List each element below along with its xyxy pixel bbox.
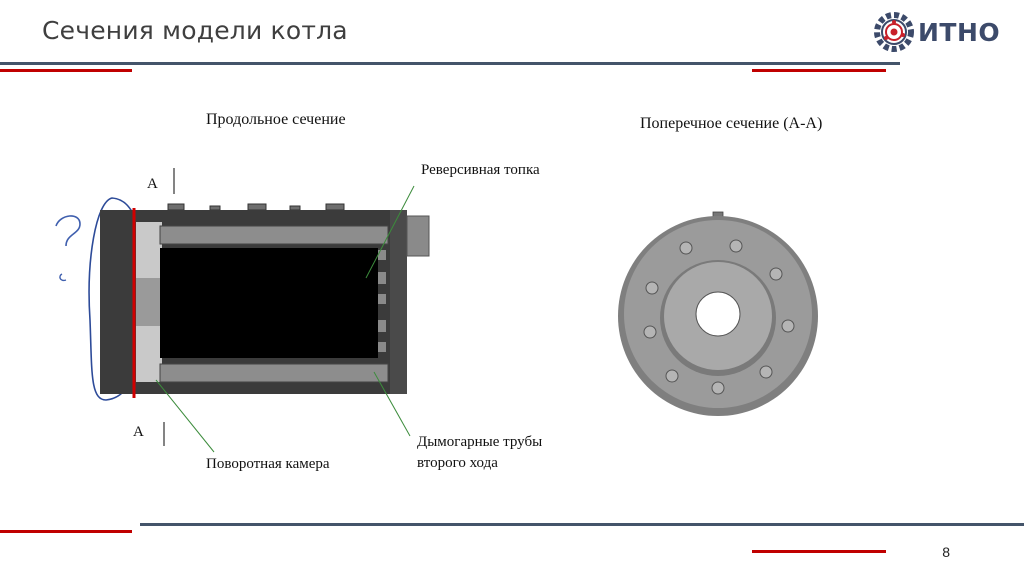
longitudinal-section-drawing [0, 150, 600, 480]
turning-chamber-label: Поворотная камера [206, 456, 330, 472]
cross-section-caption: Поперечное сечение (А-А) [640, 115, 823, 132]
header-rule-red-right [752, 69, 886, 72]
header-rule-blue [0, 62, 900, 65]
footer-rule-blue [140, 523, 1024, 526]
page-number: 8 [942, 544, 950, 560]
header-rule-red-left [0, 69, 132, 72]
footer-rule-red-right [752, 550, 886, 553]
logo-text: ИТНО [918, 18, 1001, 47]
fire-tubes-label-line1: Дымогарные трубы [417, 434, 543, 450]
longitudinal-section-caption: Продольное сечение [206, 111, 346, 128]
footer-rule-red-left [0, 530, 132, 533]
slide-title: Сечения модели котла [42, 16, 348, 45]
cross-section-drawing [606, 204, 836, 424]
fire-tubes-label-line2: второго хода [417, 455, 498, 471]
gear-icon [872, 8, 918, 58]
handwritten-question-mark [56, 216, 80, 246]
company-logo [872, 8, 1012, 58]
furnace-label: Реверсивная топка [421, 162, 540, 178]
handwritten-mark [60, 274, 66, 280]
section-mark-top: А [147, 176, 158, 192]
section-mark-bottom: А [133, 424, 144, 440]
